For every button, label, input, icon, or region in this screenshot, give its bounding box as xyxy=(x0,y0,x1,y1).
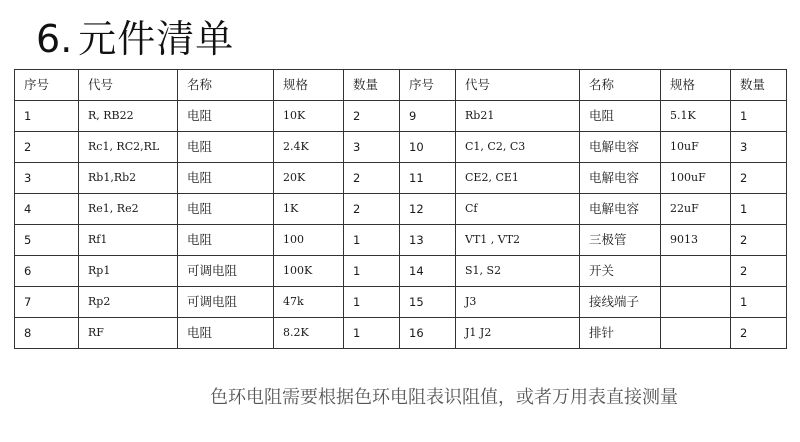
cell-left-spec: 2.4K xyxy=(274,132,344,163)
cell-right-code: Cf xyxy=(456,194,580,225)
cell-right-seq: 14 xyxy=(400,256,456,287)
cell-left-seq: 1 xyxy=(15,101,79,132)
cell-left-qty: 2 xyxy=(344,194,400,225)
cell-right-code: Rb21 xyxy=(456,101,580,132)
cell-left-code: R, RB22 xyxy=(79,101,178,132)
cell-right-name: 电阻 xyxy=(580,101,661,132)
header-left-seq: 序号 xyxy=(15,70,79,101)
cell-right-qty: 2 xyxy=(731,225,787,256)
table-row xyxy=(15,256,787,287)
cell-right-code: CE2, CE1 xyxy=(456,163,580,194)
component-list-table xyxy=(14,69,787,349)
cell-right-spec: 10uF xyxy=(661,132,731,163)
cell-right-qty: 1 xyxy=(731,287,787,318)
cell-right-spec xyxy=(661,256,731,287)
cell-right-code: VT1 , VT2 xyxy=(456,225,580,256)
cell-left-spec: 47k xyxy=(274,287,344,318)
cell-left-qty: 1 xyxy=(344,318,400,349)
section-dot: . xyxy=(60,17,73,61)
cell-right-spec xyxy=(661,287,731,318)
cell-right-seq: 12 xyxy=(400,194,456,225)
cell-right-spec: 100uF xyxy=(661,163,731,194)
header-left-spec: 规格 xyxy=(274,70,344,101)
cell-right-spec xyxy=(661,318,731,349)
cell-right-name: 电解电容 xyxy=(580,163,661,194)
section-number: 6 xyxy=(36,17,61,61)
cell-right-seq: 16 xyxy=(400,318,456,349)
cell-right-name: 电解电容 xyxy=(580,194,661,225)
cell-left-qty: 1 xyxy=(344,287,400,318)
cell-right-name: 排针 xyxy=(580,318,661,349)
cell-left-qty: 3 xyxy=(344,132,400,163)
cell-right-spec: 22uF xyxy=(661,194,731,225)
cell-left-qty: 2 xyxy=(344,163,400,194)
cell-left-seq: 8 xyxy=(15,318,79,349)
cell-left-qty: 1 xyxy=(344,256,400,287)
cell-right-qty: 2 xyxy=(731,318,787,349)
page-title xyxy=(36,8,234,60)
cell-left-code: Rf1 xyxy=(79,225,178,256)
cell-left-code: Rp2 xyxy=(79,287,178,318)
cell-right-qty: 2 xyxy=(731,256,787,287)
cell-left-seq: 5 xyxy=(15,225,79,256)
cell-right-name: 电解电容 xyxy=(580,132,661,163)
cell-right-seq: 13 xyxy=(400,225,456,256)
cell-left-spec: 100 xyxy=(274,225,344,256)
cell-right-qty: 1 xyxy=(731,101,787,132)
cell-right-name: 三极管 xyxy=(580,225,661,256)
table-row xyxy=(15,318,787,349)
cell-right-code: C1, C2, C3 xyxy=(456,132,580,163)
cell-left-seq: 7 xyxy=(15,287,79,318)
cell-left-name: 电阻 xyxy=(178,163,274,194)
cell-right-code: S1, S2 xyxy=(456,256,580,287)
cell-left-seq: 6 xyxy=(15,256,79,287)
cell-left-name: 电阻 xyxy=(178,132,274,163)
cell-left-code: Rb1,Rb2 xyxy=(79,163,178,194)
cell-right-seq: 15 xyxy=(400,287,456,318)
header-right-seq: 序号 xyxy=(400,70,456,101)
cell-left-seq: 2 xyxy=(15,132,79,163)
cell-left-spec: 100K xyxy=(274,256,344,287)
cell-right-qty: 1 xyxy=(731,194,787,225)
header-right-qty: 数量 xyxy=(731,70,787,101)
header-right-spec: 规格 xyxy=(661,70,731,101)
cell-left-name: 电阻 xyxy=(178,194,274,225)
cell-left-name: 电阻 xyxy=(178,225,274,256)
table-row xyxy=(15,194,787,225)
section-title: 元件清单 xyxy=(78,17,235,61)
header-left-name: 名称 xyxy=(178,70,274,101)
cell-left-qty: 2 xyxy=(344,101,400,132)
cell-left-spec: 8.2K xyxy=(274,318,344,349)
cell-right-seq: 10 xyxy=(400,132,456,163)
cell-left-code: Rp1 xyxy=(79,256,178,287)
cell-left-name: 电阻 xyxy=(178,318,274,349)
table-row xyxy=(15,132,787,163)
cell-right-seq: 9 xyxy=(400,101,456,132)
cell-right-spec: 9013 xyxy=(661,225,731,256)
cell-left-seq: 3 xyxy=(15,163,79,194)
cell-right-code: J3 xyxy=(456,287,580,318)
cell-left-code: Re1, Re2 xyxy=(79,194,178,225)
table-row xyxy=(15,163,787,194)
footnote-note: 色环电阻需要根据色环电阻表识阻值，或者万用表直接测量 xyxy=(210,387,678,408)
cell-left-name: 电阻 xyxy=(178,101,274,132)
cell-right-code: J1 J2 xyxy=(456,318,580,349)
cell-left-name: 可调电阻 xyxy=(178,287,274,318)
cell-left-seq: 4 xyxy=(15,194,79,225)
cell-right-qty: 3 xyxy=(731,132,787,163)
cell-right-name: 接线端子 xyxy=(580,287,661,318)
cell-right-spec: 5.1K xyxy=(661,101,731,132)
table-row xyxy=(15,225,787,256)
cell-right-seq: 11 xyxy=(400,163,456,194)
table-row xyxy=(15,101,787,132)
cell-left-spec: 1K xyxy=(274,194,344,225)
header-right-name: 名称 xyxy=(580,70,661,101)
header-left-code: 代号 xyxy=(79,70,178,101)
cell-left-code: RF xyxy=(79,318,178,349)
cell-left-spec: 20K xyxy=(274,163,344,194)
cell-left-spec: 10K xyxy=(274,101,344,132)
cell-left-name: 可调电阻 xyxy=(178,256,274,287)
cell-right-qty: 2 xyxy=(731,163,787,194)
table-header-row xyxy=(15,70,787,101)
cell-left-code: Rc1, RC2,RL xyxy=(79,132,178,163)
header-right-code: 代号 xyxy=(456,70,580,101)
table-row xyxy=(15,287,787,318)
cell-right-name: 开关 xyxy=(580,256,661,287)
cell-left-qty: 1 xyxy=(344,225,400,256)
header-left-qty: 数量 xyxy=(344,70,400,101)
